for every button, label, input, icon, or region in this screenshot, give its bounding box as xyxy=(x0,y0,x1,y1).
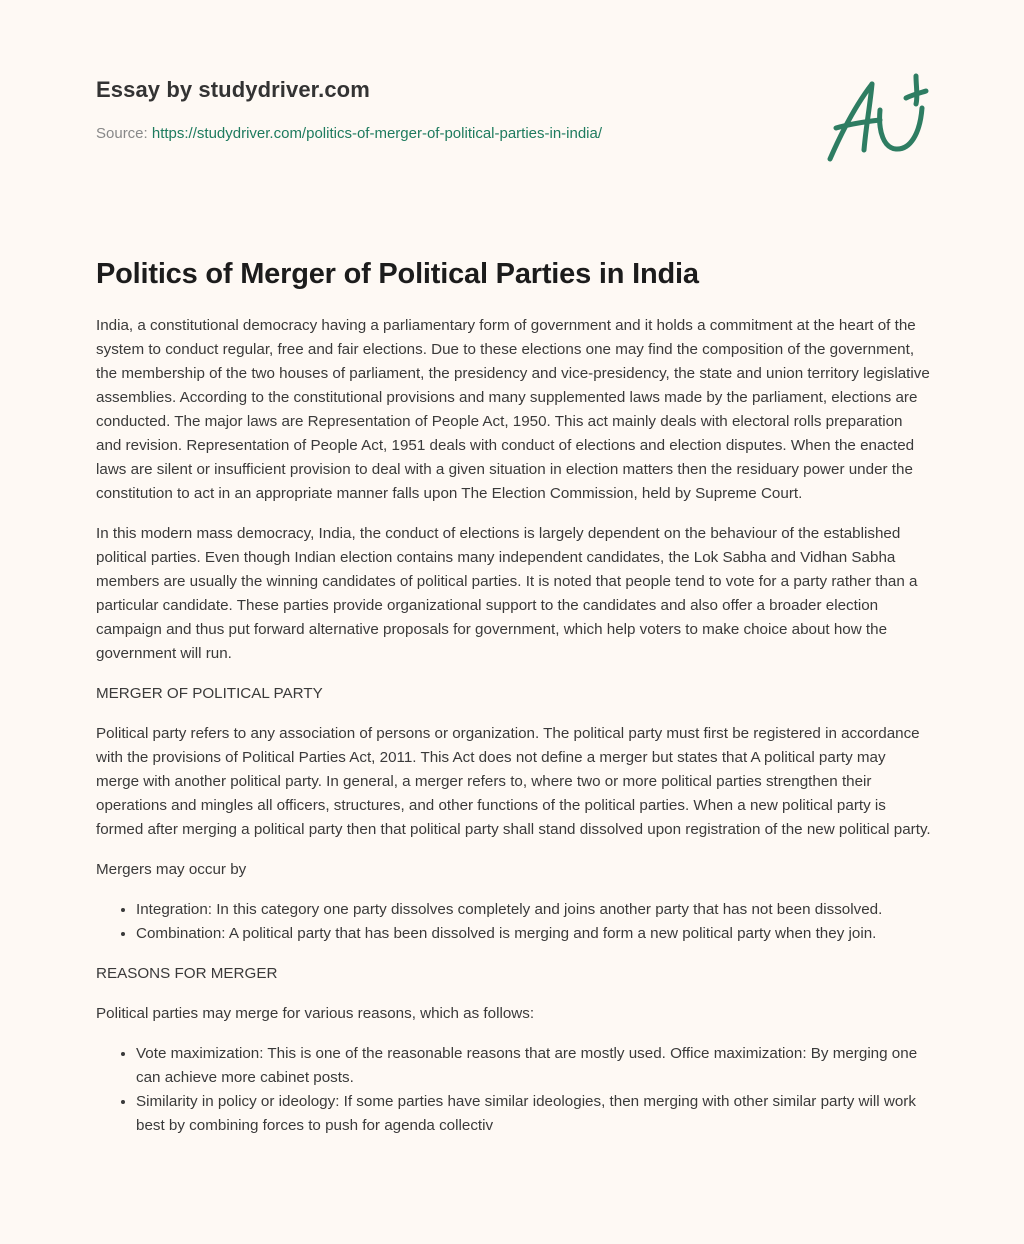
source-line xyxy=(96,124,796,144)
list-item: • Integration: In this category one party dissolves completely and joins another party that has not been dissolved. xyxy=(136,898,932,922)
merger-types-intro: Mergers may occur by xyxy=(96,861,247,878)
merger-types-list xyxy=(96,898,932,946)
section-heading-merger: MERGER OF POLITICAL PARTY xyxy=(96,685,323,702)
article-title: Politics of Merger of Political Parties in India xyxy=(96,258,699,290)
reasons-list xyxy=(96,1042,932,1138)
list-item: • Vote maximization: This is one of the reasonable reasons that are mostly used. Office maximization: By merging one can achieve more cabinet posts. xyxy=(136,1042,932,1090)
reasons-intro: Political parties may merge for various reasons, which as follows: xyxy=(96,1005,535,1022)
paragraph-merger-definition: Political party refers to any association of persons or organization. The political party must first be registered in accordance with the provisions of Political Parties Act, 2011. This Act does not define a merger but states that A political party may merge with another political party. In general, a merger refers to, where two or more political parties strengthen their operations and mingles all officers, structures, and other functions of the political parties. When a new political party is formed after merging a political party then that political party shall stand dissolved upon registration of the new political party. xyxy=(96,725,931,838)
a-plus-grade-icon xyxy=(820,66,930,166)
paragraph-democracy: In this modern mass democracy, India, the conduct of elections is largely dependent on the behaviour of the established political parties. Even though Indian election contains many independent candidates, the Lok Sabha and Vidhan Sabha members are usually the winning candidates of political parties. It is noted that people tend to vote for a party rather than a particular candidate. These parties provide organizational support to the candidates and also offer a broader election campaign and thus put forward alternative proposals for government, which help voters to make choice about how the government will run. xyxy=(96,525,918,662)
list-item: • Similarity in policy or ideology: If some parties have similar ideologies, then merging with other similar party will work best by combining forces to push for agenda collectiv xyxy=(136,1090,932,1138)
site-brand: Essay by studydriver.com xyxy=(96,77,370,102)
list-item: • Combination: A political party that has been dissolved is merging and form a new political party when they join. xyxy=(136,922,932,946)
page-header xyxy=(96,76,796,144)
paragraph-intro: India, a constitutional democracy having a parliamentary form of government and it holds a commitment at the heart of the system to conduct regular, free and fair elections. Due to these elections one may find the composition of the government, the membership of the two houses of parliament, the presidency and vice-presidency, the state and union territory legislative assemblies. According to the constitutional provisions and many supplemented laws made by the parliament, elections are conducted. The major laws are Representation of People Act, 1950. This act mainly deals with electoral rolls preparation and revision. Representation of People Act, 1951 deals with conduct of elections and election disputes. When the enacted laws are silent or insufficient provision to deal with a given situation in election matters then the residuary power under the constitution to act in an appropriate manner falls upon The Election Commission, held by Supreme Court. xyxy=(96,317,930,502)
source-link[interactable]: https://studydriver.com/politics-of-merger-of-political-parties-in-india/ xyxy=(151,125,603,142)
section-heading-reasons: REASONS FOR MERGER xyxy=(96,965,278,982)
source-label: Source: xyxy=(96,125,152,142)
article-body xyxy=(96,314,932,1154)
